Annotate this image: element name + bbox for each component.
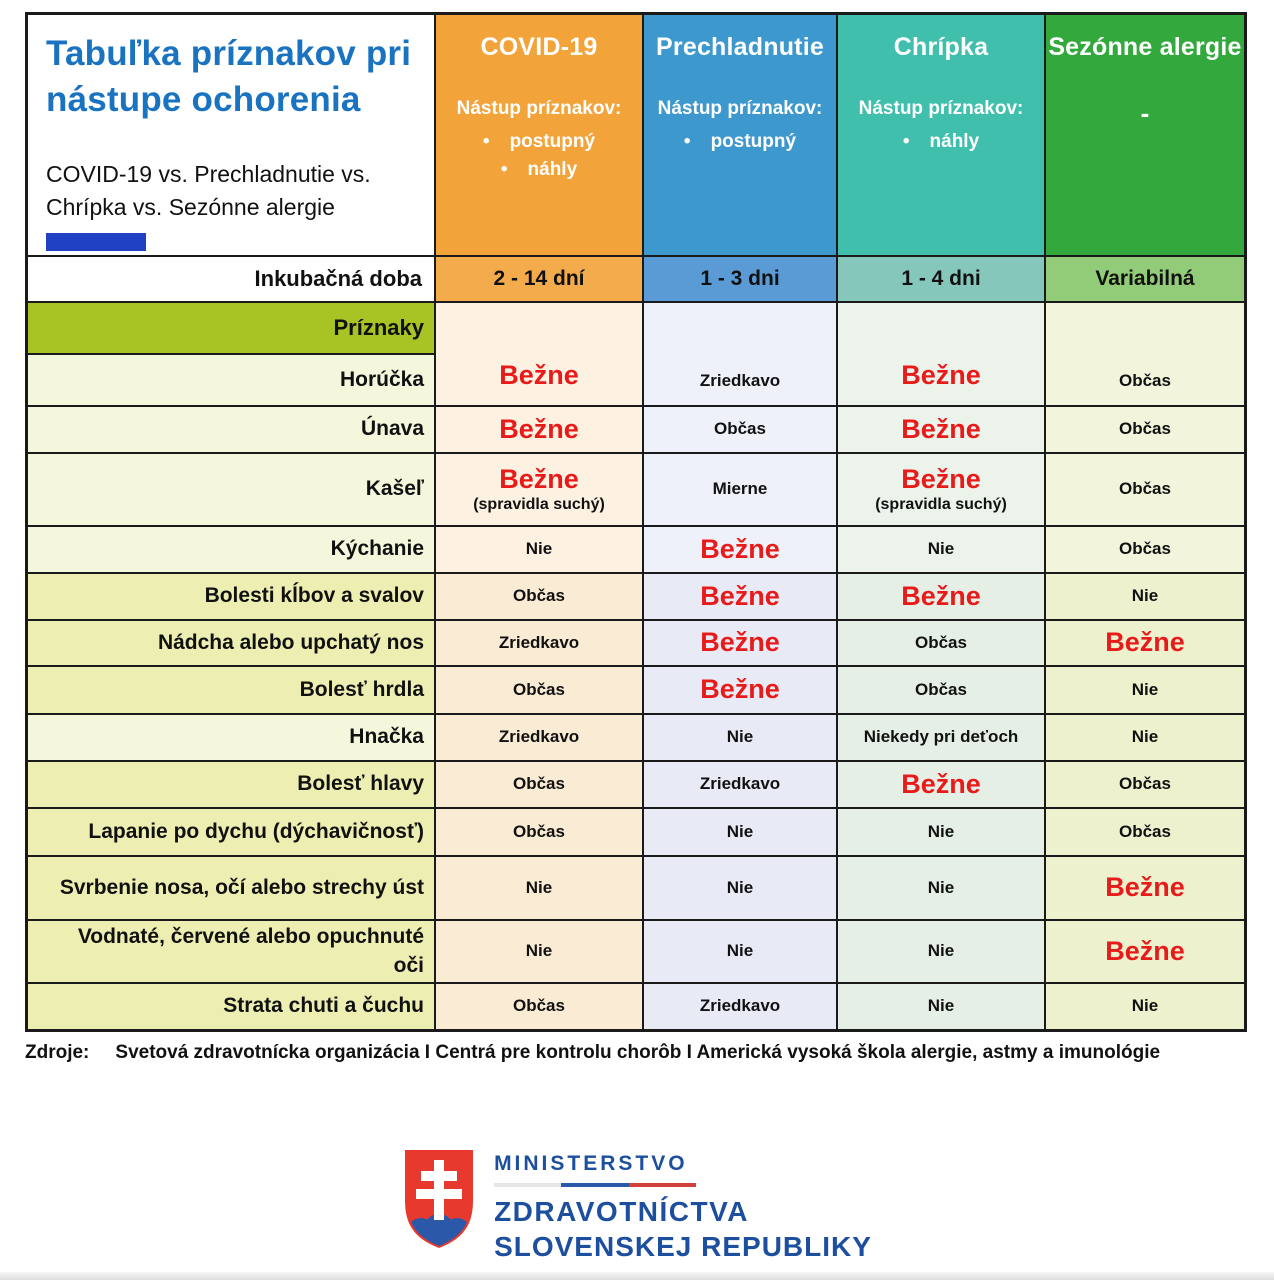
symptom-table [25,12,1247,1032]
symptom-cell [642,407,836,452]
symptom-row [28,919,1244,982]
symptom-cell [642,621,836,665]
page-title: Tabuľka príznakov pri nástupe ochorenia [46,34,412,119]
symptom-cell [434,574,642,619]
symptom-label-text: Kýchanie [330,537,424,561]
symptom-cell-value: Nie [927,941,955,961]
symptom-cell [1044,621,1244,665]
symptom-cell-value: Občas [513,774,565,794]
symptom-cell-value: Občas [513,821,565,841]
symptom-row [28,405,1244,452]
symptom-label-text: Hnačka [349,725,424,749]
symptom-cell [836,984,1044,1029]
symptom-cell [642,667,836,713]
symptom-cell [434,621,642,665]
symptom-row [28,619,1244,665]
symptom-row [28,713,1244,760]
symptom-cell-value: Nie [1131,586,1159,606]
symptom-label [28,984,434,1029]
symptom-cell [836,762,1044,807]
symptom-cell-value: Občas [714,419,766,439]
symptom-cell [434,809,642,855]
symptom-row [28,572,1244,619]
column-header-covid [434,15,642,255]
onset-label: Nástup príznakov: [657,98,823,119]
symptom-row [28,982,1244,1029]
symptom-cell [434,527,642,572]
symptom-cell-value: Nie [927,877,955,897]
column-header-flu [836,15,1044,255]
symptom-label-text: Svrbenie nosa, očí alebo strechy úst [59,875,424,899]
symptom-cell-note: (spravidla suchý) [875,495,1007,513]
ministry-logo [0,1148,1274,1263]
symptom-cell-value: Bežne [700,627,780,658]
tricolor-white [494,1183,561,1187]
sources-label: Zdroje: [25,1042,90,1063]
symptom-rows [28,301,1244,1029]
symptom-label-text: Únava [360,417,424,441]
symptom-row [28,665,1244,713]
symptom-cell-value: Bežne [901,360,981,391]
symptom-cell [1044,667,1244,713]
symptom-cell [1044,715,1244,760]
column-title: Chrípka [893,33,989,61]
symptom-cell-value: Občas [513,679,565,699]
symptom-cell [642,715,836,760]
symptom-label [28,454,434,525]
symptom-cell-value: Zriedkavo [498,727,580,747]
onset-list [644,128,836,156]
column-header-allergy [1044,15,1244,255]
onset-item [838,128,1044,156]
symptom-cell [434,715,642,760]
symptom-label-text: Vodnaté, červené alebo opuchnuté oči [77,925,424,977]
ministry-logo-text [494,1148,872,1263]
symptom-label-text: Bolesti kĺbov a svalov [204,584,424,608]
symptom-label-stack [28,303,434,405]
symptom-cell-value: Mierne [712,479,768,499]
accent-bar [46,233,146,251]
page-subtitle: COVID-19 vs. Prechladnutie vs. Chrípka vs. Sezónne alergie [46,161,371,221]
symptom-cell-value: Nie [1131,996,1159,1016]
symptom-cell-note: (spravidla suchý) [473,495,605,513]
symptom-label [28,715,434,760]
incubation-label [28,257,434,301]
symptom-cell [642,527,836,572]
symptom-cell-value: Občas [915,632,967,652]
symptom-cell-value: Bežne [499,464,579,495]
symptom-cell [836,574,1044,619]
symptom-cell [1044,809,1244,855]
symptoms-section-header-text: Príznaky [333,315,424,340]
symptom-cell [434,921,642,982]
symptom-cell-value: Občas [1119,539,1171,559]
symptom-cell-value: Občas [1119,370,1171,390]
symptom-cell-value: Nie [525,877,553,897]
symptom-cell-value: Bežne [1105,627,1185,658]
symptom-cell [642,303,836,405]
symptom-label [28,355,434,405]
symptom-cell [434,303,642,405]
symptom-cell-value: Občas [513,586,565,606]
bullet-icon: • [683,131,691,152]
symptom-cell-value: Nie [726,877,754,897]
symptom-cell-value: Občas [1119,774,1171,794]
ministry-name-line3: SLOVENSKEJ REPUBLIKY [494,1231,872,1262]
symptom-cell [1044,303,1244,405]
symptom-cell-value: Občas [1119,479,1171,499]
incubation-value-cold: 1 - 3 dni [642,257,836,301]
symptom-cell-value: Bežne [700,533,780,564]
bullet-icon: • [902,131,910,152]
symptom-cell-value: Nie [726,821,754,841]
symptom-row [28,855,1244,919]
symptom-cell [836,857,1044,919]
symptom-cell [642,984,836,1029]
ministry-name-line1: MINISTERSTVO [494,1152,688,1175]
symptoms-section-header [28,303,434,355]
symptom-label [28,621,434,665]
symptom-cell-value: Nie [525,539,553,559]
symptom-cell [1044,857,1244,919]
onset-list [436,128,642,184]
symptom-cell-value: Nie [927,539,955,559]
symptom-row [28,525,1244,572]
symptom-cell-value: Zriedkavo [699,996,781,1016]
symptom-cell [1044,921,1244,982]
symptom-row [28,760,1244,807]
symptom-cell [836,621,1044,665]
symptom-cell-value: Zriedkavo [699,774,781,794]
column-header-cold [642,15,836,255]
symptom-cell-value: Nie [525,941,553,961]
column-title: Sezónne alergie [1048,33,1242,61]
symptom-label-text: Kašeľ [365,477,424,501]
symptom-cell-value: Bežne [901,580,981,611]
sources-line [25,1042,1160,1064]
ministry-name-line2: ZDRAVOTNÍCTVA [494,1196,749,1227]
symptom-cell [836,527,1044,572]
symptom-cell-value: Nie [927,996,955,1016]
symptom-cell [434,454,642,525]
onset-label: Nástup príznakov: [456,98,622,119]
tricolor-red [629,1183,696,1187]
symptom-cell [434,762,642,807]
symptom-cell [836,715,1044,760]
incubation-value-flu: 1 - 4 dni [836,257,1044,301]
table-title-cell [28,15,434,255]
symptom-cell [1044,984,1244,1029]
symptom-cell-value: Niekedy pri deťoch [863,727,1019,747]
symptom-row [28,452,1244,525]
onset-item [436,128,642,156]
symptom-row [28,807,1244,855]
symptom-label [28,762,434,807]
onset-item-label: náhly [527,159,578,180]
symptom-cell [1044,762,1244,807]
tricolor-divider [494,1183,696,1187]
symptom-label [28,527,434,572]
onset-item-label: postupný [509,131,596,152]
symptom-cell [434,984,642,1029]
symptom-cell-value: Občas [1119,821,1171,841]
symptom-cell [836,454,1044,525]
symptom-cell-value: Bežne [499,413,579,444]
symptom-label-text: Horúčka [339,367,424,391]
symptom-cell [836,921,1044,982]
incubation-row [28,255,1244,301]
symptom-label [28,574,434,619]
symptom-cell [1044,407,1244,452]
symptom-cell [642,762,836,807]
slovak-coat-of-arms-icon [402,1148,476,1250]
symptom-cell [836,667,1044,713]
column-title: COVID-19 [480,33,598,61]
symptom-cell-value: Zriedkavo [699,370,781,390]
symptom-cell-value: Nie [726,941,754,961]
column-title: Prechladnutie [656,33,824,61]
symptom-row [28,301,1244,405]
symptom-cell-value: Bežne [700,580,780,611]
symptom-cell-value: Nie [1131,727,1159,747]
symptom-cell-value: Občas [915,679,967,699]
symptom-label [28,667,434,713]
incubation-value-covid: 2 - 14 dní [434,257,642,301]
symptom-label-text: Bolesť hlavy [297,772,424,796]
table-header-row [28,15,1244,255]
symptom-cell [434,407,642,452]
onset-item [436,156,642,184]
symptom-cell [434,667,642,713]
symptom-cell [836,809,1044,855]
symptom-cell-value: Bežne [901,768,981,799]
onset-item [644,128,836,156]
onset-item-label: postupný [710,131,797,152]
symptom-label [28,407,434,452]
symptom-cell-value: Nie [726,727,754,747]
onset-dash: - [1140,98,1150,128]
symptom-cell-value: Zriedkavo [498,632,580,652]
symptom-label-text: Bolesť hrdla [299,677,424,701]
symptom-cell [434,857,642,919]
symptom-label [28,809,434,855]
bullet-icon: • [482,131,490,152]
symptom-cell-value: Občas [513,996,565,1016]
image-bottom-edge [0,1272,1274,1280]
symptom-cell-value: Občas [1119,419,1171,439]
symptom-cell-value: Bežne [499,360,579,391]
symptom-cell-value: Bežne [901,464,981,495]
onset-list [838,128,1044,156]
symptom-cell [836,303,1044,405]
symptom-cell [642,857,836,919]
symptom-cell [1044,574,1244,619]
tricolor-blue [561,1183,628,1187]
sources-text: Svetová zdravotnícka organizácia I Centrá pre kontrolu chorôb I Americká vysoká škola alergie, astmy a imunológie [115,1042,1161,1063]
incubation-label-text: Inkubačná doba [254,266,422,291]
onset-label: Nástup príznakov: [858,98,1024,119]
symptom-label [28,921,434,982]
symptom-cell [642,574,836,619]
onset-item-label: náhly [929,131,980,152]
symptom-label-text: Nádcha alebo upchatý nos [157,630,424,654]
symptom-label-text: Lapanie po dychu (dýchavičnosť) [88,819,424,843]
symptom-cell [642,809,836,855]
symptom-cell-value: Bežne [1105,872,1185,903]
incubation-value-allergy: Variabilná [1044,257,1244,301]
symptom-cell-value: Bežne [901,413,981,444]
symptom-cell-value: Nie [927,821,955,841]
bullet-icon: • [500,159,508,180]
symptom-label-text: Strata chuti a čuchu [223,994,424,1018]
symptom-cell-value: Bežne [1105,935,1185,966]
symptom-cell [642,921,836,982]
symptom-cell-value: Nie [1131,679,1159,699]
symptom-cell [1044,454,1244,525]
symptom-cell [642,454,836,525]
symptom-label [28,857,434,919]
symptom-cell [836,407,1044,452]
symptom-cell-value: Bežne [700,674,780,705]
symptom-cell [1044,527,1244,572]
